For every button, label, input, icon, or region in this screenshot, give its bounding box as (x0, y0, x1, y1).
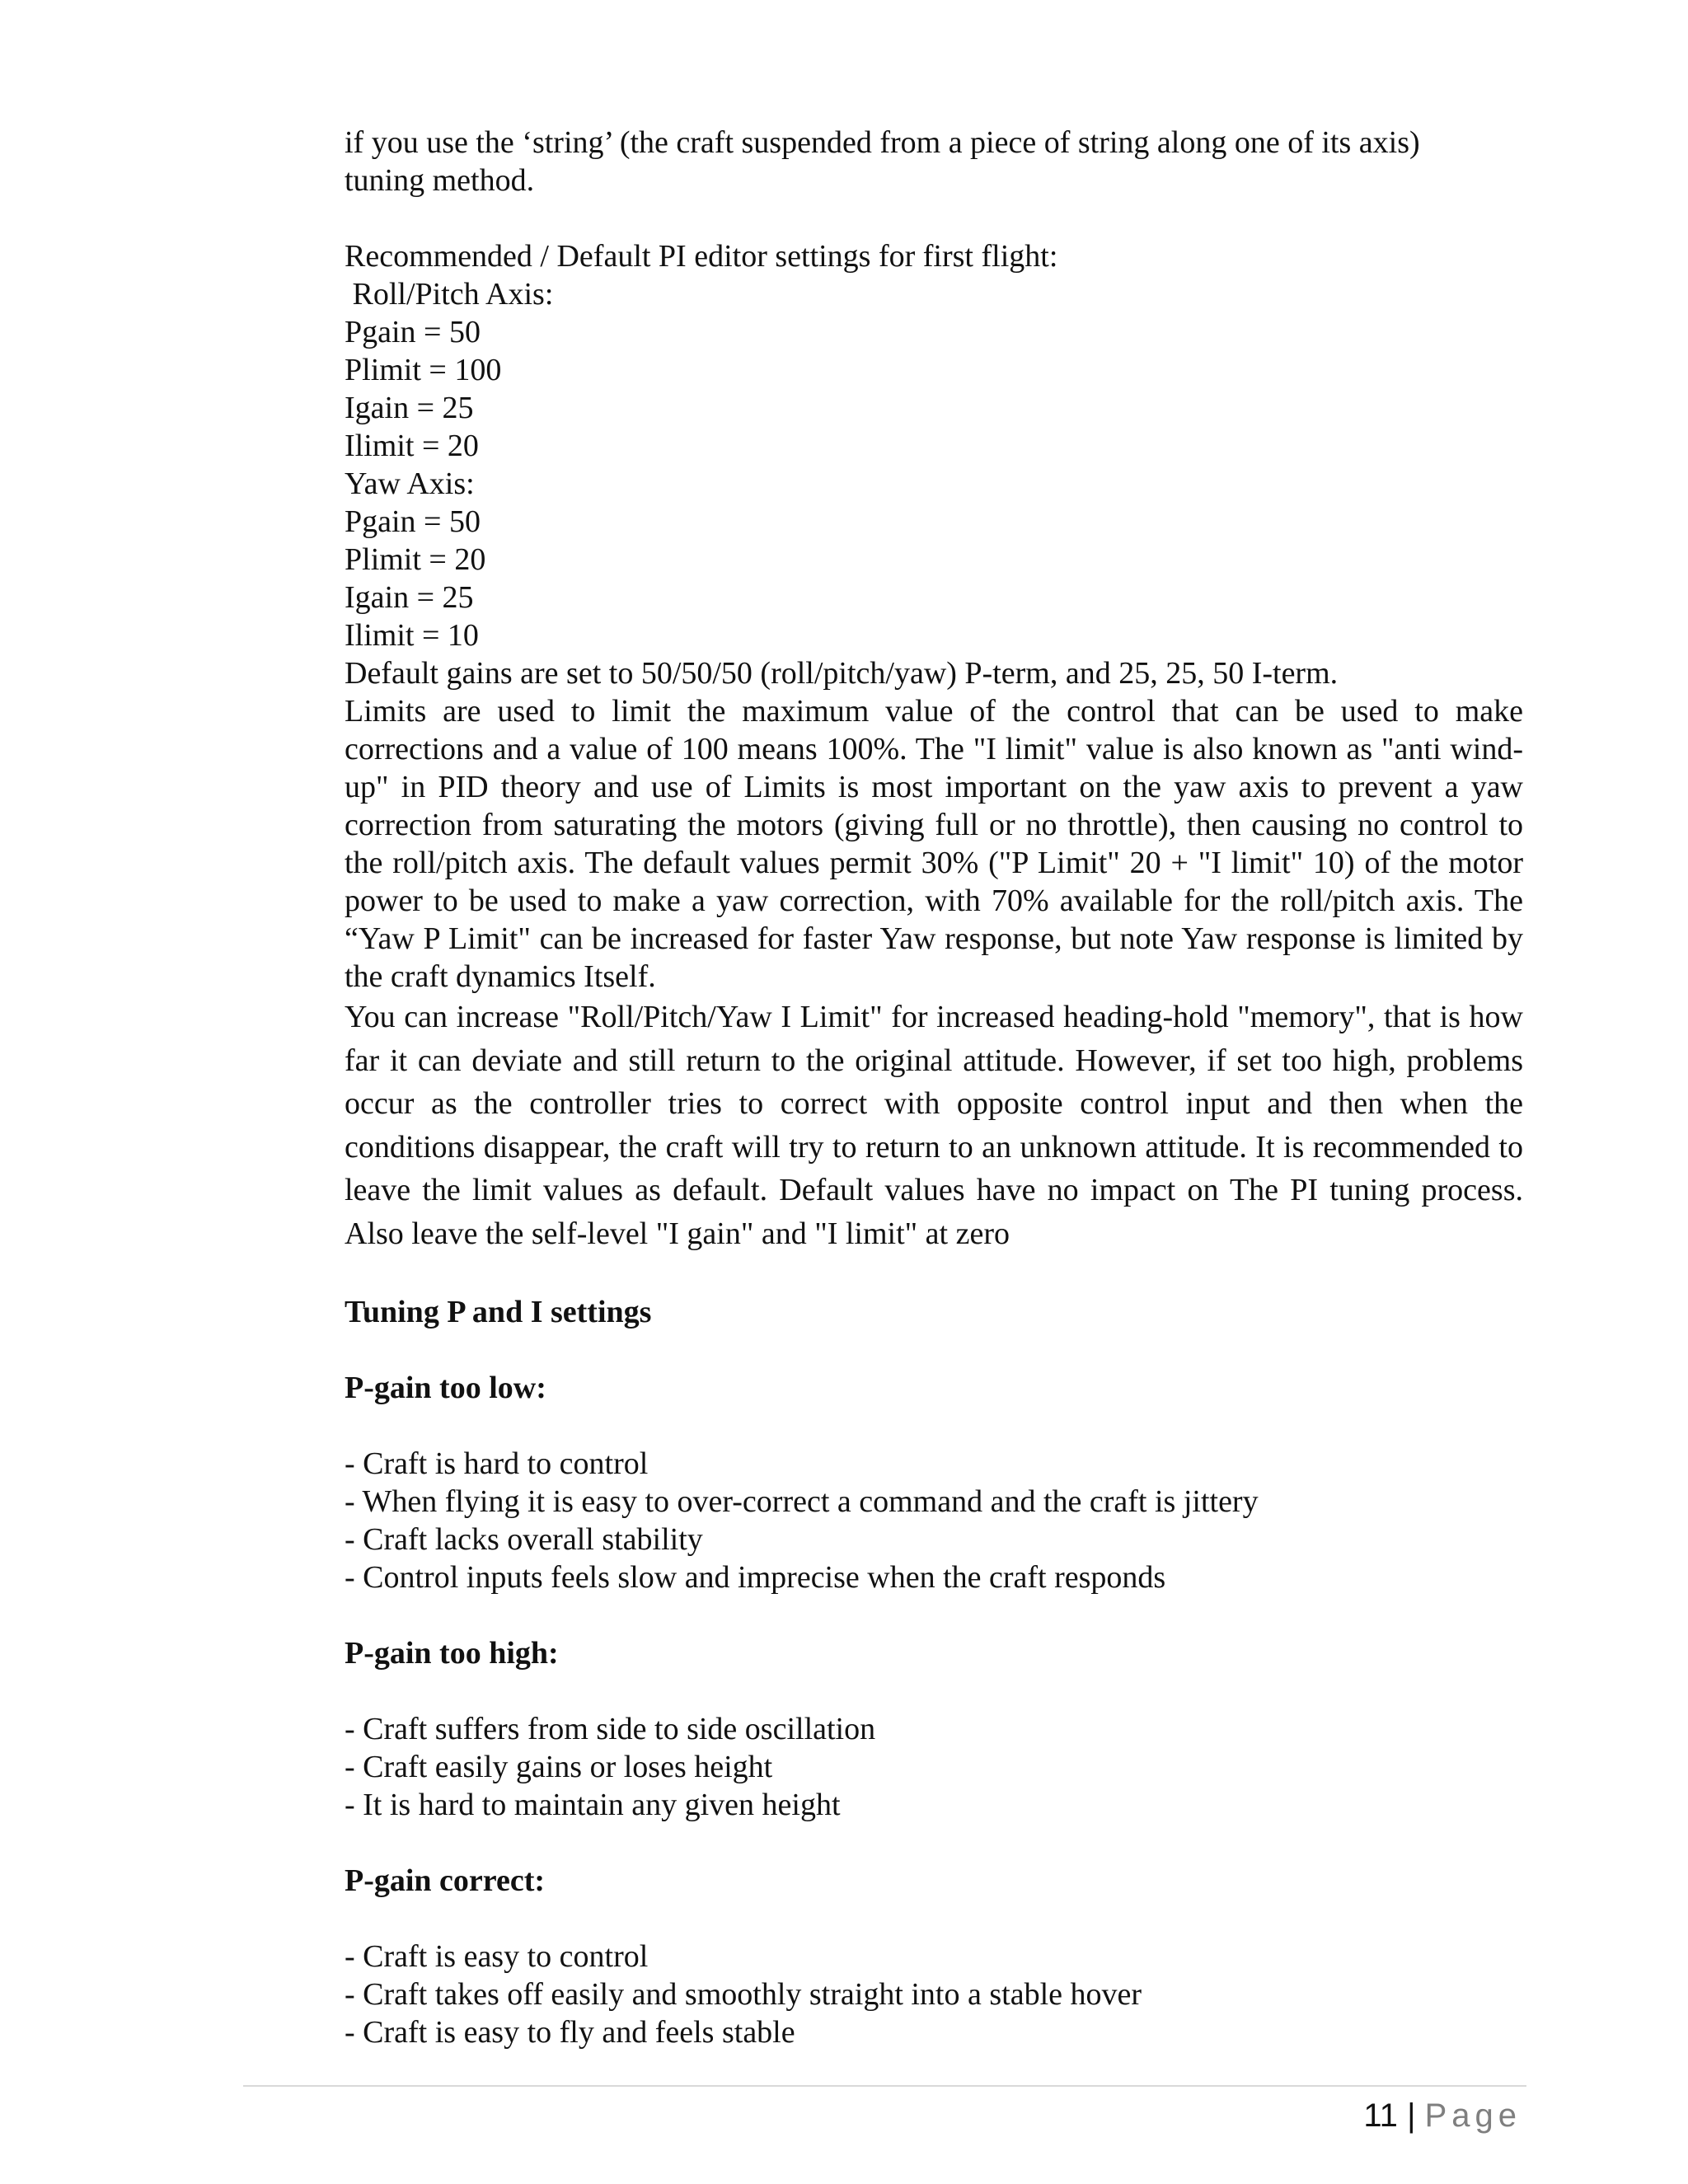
list-item: - Craft is easy to fly and feels stable (345, 2015, 795, 2050)
page-number: 11 (1363, 2097, 1398, 2134)
increase-limit-paragraph: You can increase "Roll/Pitch/Yaw I Limit" for increased heading-hold "memory", that is how far it can deviate and still return to the original attitude. However, if set too high, problems occur as the controller tries to correct with opposite control input and then when the conditions disappear, the craft will try to return to an unknown attitude. It is recommended to leave the limit values as default. Default values have no impact on The PI tuning process. Also leave the self-level "I gain" and "I limit" at zero (345, 1000, 1523, 1251)
footer-separator: | (1407, 2097, 1416, 2134)
spacer (345, 1331, 1523, 1369)
list-item: - Craft is easy to control (345, 1939, 649, 1974)
pgain-too-low-heading: P-gain too low: (345, 1371, 546, 1405)
list-item: - Control inputs feels slow and imprecise when the craft responds (345, 1560, 1166, 1595)
list-item: - It is hard to maintain any given height (345, 1788, 841, 1822)
spacer (345, 1407, 1523, 1445)
spacer (345, 199, 1523, 237)
list-item: - Craft lacks overall stability (345, 1522, 703, 1557)
limits-paragraph: Limits are used to limit the maximum value of the control that can be used to make corrections and a value of 100 means 100%. The "I limit" value is also known as "anti wind-up" in PID theory and use of Limits is most important on the yaw axis to prevent a yaw correction from saturating the motors (giving full or no throttle), then causing no control to the roll/pitch axis. The default values permit 30% ("P Limit" 20 + "I limit" 10) of the motor power to be used to make a yaw correction, with 70% available for the roll/pitch axis. The “Yaw P Limit" can be increased for faster Yaw response, but note Yaw response is limited by the craft dynamics Itself. (345, 694, 1523, 994)
yaw-ilimit: Ilimit = 10 (345, 618, 479, 653)
intro-line-1: if you use the ‘string’ (the craft suspended from a piece of string along one of its axis) (345, 125, 1420, 160)
roll-pitch-igain: Igain = 25 (345, 391, 474, 425)
intro-line-2: tuning method. (345, 163, 535, 198)
spacer (345, 1824, 1523, 1862)
roll-pitch-ilimit: Ilimit = 20 (345, 429, 479, 463)
list-item: - Craft takes off easily and smoothly straight into a stable hover (345, 1977, 1142, 2012)
page-footer (1363, 2095, 1522, 2136)
tuning-heading: Tuning P and I settings (345, 1295, 652, 1329)
roll-pitch-pgain: Pgain = 50 (345, 315, 481, 349)
list-item: - Craft suffers from side to side oscillation (345, 1712, 876, 1746)
spacer (345, 1900, 1523, 1938)
page-body (345, 124, 1523, 2051)
list-item: - Craft easily gains or loses height (345, 1750, 773, 1784)
pgain-correct-heading: P-gain correct: (345, 1863, 546, 1898)
footer-divider (243, 2085, 1526, 2087)
list-item: - Craft is hard to control (345, 1446, 649, 1481)
spacer (345, 1672, 1523, 1710)
default-gains-text: Default gains are set to 50/50/50 (roll/pitch/yaw) P-term, and 25, 25, 50 I-term. (345, 656, 1339, 691)
yaw-igain: Igain = 25 (345, 580, 474, 615)
roll-pitch-axis-label: Roll/Pitch Axis: (345, 277, 554, 312)
yaw-axis-label: Yaw Axis: (345, 466, 475, 501)
spacer (345, 1596, 1523, 1634)
roll-pitch-plimit: Plimit = 100 (345, 353, 502, 387)
recommended-settings-heading: Recommended / Default PI editor settings for first flight: (345, 239, 1058, 274)
spacer (345, 1255, 1523, 1293)
pgain-too-high-heading: P-gain too high: (345, 1636, 559, 1671)
page-label: Page (1424, 2097, 1522, 2134)
list-item: - When flying it is easy to over-correct a command and the craft is jittery (345, 1484, 1259, 1519)
yaw-pgain: Pgain = 50 (345, 504, 481, 539)
yaw-plimit: Plimit = 20 (345, 542, 486, 577)
